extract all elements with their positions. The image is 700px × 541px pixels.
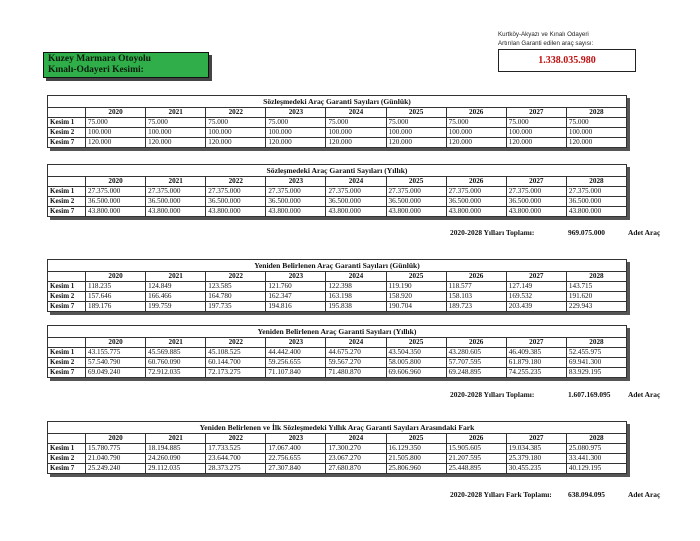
value-cell: 190.704 bbox=[386, 302, 446, 312]
corner-cell bbox=[48, 108, 86, 118]
value-cell: 23.067.270 bbox=[326, 454, 386, 464]
value-cell: 45.569.885 bbox=[146, 348, 206, 358]
table-row bbox=[48, 302, 627, 312]
value-cell: 27.375.000 bbox=[206, 187, 266, 197]
value-cell: 27.375.000 bbox=[266, 187, 326, 197]
daily-revised-table bbox=[47, 259, 627, 312]
value-cell: 72.173.275 bbox=[206, 368, 266, 378]
value-cell: 71.480.870 bbox=[326, 368, 386, 378]
value-cell: 27.375.000 bbox=[566, 187, 626, 197]
year-header: 2023 bbox=[266, 108, 326, 118]
value-cell: 43.800.000 bbox=[506, 207, 566, 217]
row-label: Kesim 7 bbox=[48, 207, 86, 217]
year-header: 2025 bbox=[386, 338, 446, 348]
value-cell: 28.373.275 bbox=[206, 464, 266, 474]
value-cell: 75.000 bbox=[266, 118, 326, 128]
table-row bbox=[48, 368, 627, 378]
value-cell: 120.000 bbox=[206, 138, 266, 148]
value-cell: 18.194.885 bbox=[146, 444, 206, 454]
value-cell: 43.800.000 bbox=[566, 207, 626, 217]
row-label: Kesim 7 bbox=[48, 464, 86, 474]
value-cell: 59.256.655 bbox=[266, 358, 326, 368]
year-header: 2028 bbox=[566, 434, 626, 444]
value-cell: 120.000 bbox=[146, 138, 206, 148]
total-unit-3: Adet Araç bbox=[628, 490, 661, 499]
value-cell: 127.149 bbox=[506, 282, 566, 292]
value-cell: 164.780 bbox=[206, 292, 266, 302]
row-label: Kesim 2 bbox=[48, 197, 86, 207]
corner-cell bbox=[48, 338, 86, 348]
value-cell: 36.500.000 bbox=[506, 197, 566, 207]
value-cell: 36.500.000 bbox=[566, 197, 626, 207]
year-header: 2024 bbox=[326, 272, 386, 282]
value-cell: 25.080.975 bbox=[566, 444, 626, 454]
table-title: Yeniden Belirlenen Araç Garanti Sayıları (Yıllık) bbox=[48, 326, 627, 338]
row-label: Kesim 7 bbox=[48, 368, 86, 378]
yearly-contract-table bbox=[47, 164, 627, 217]
year-header: 2021 bbox=[146, 338, 206, 348]
value-cell: 69.606.960 bbox=[386, 368, 446, 378]
value-cell: 40.129.195 bbox=[566, 464, 626, 474]
value-cell: 71.107.840 bbox=[266, 368, 326, 378]
value-cell: 189.176 bbox=[86, 302, 146, 312]
value-cell: 199.759 bbox=[146, 302, 206, 312]
value-cell: 195.838 bbox=[326, 302, 386, 312]
row-label: Kesim 1 bbox=[48, 187, 86, 197]
value-cell: 43.800.000 bbox=[326, 207, 386, 217]
value-cell: 163.198 bbox=[326, 292, 386, 302]
value-cell: 29.112.035 bbox=[146, 464, 206, 474]
year-header: 2020 bbox=[86, 177, 146, 187]
value-cell: 229.943 bbox=[566, 302, 626, 312]
table-title: Sözleşmedeki Araç Garanti Sayıları (Yıllık) bbox=[48, 165, 627, 177]
value-cell: 43.155.775 bbox=[86, 348, 146, 358]
row-label: Kesim 1 bbox=[48, 348, 86, 358]
value-cell: 75.000 bbox=[206, 118, 266, 128]
table-row bbox=[48, 454, 627, 464]
value-cell: 203.439 bbox=[506, 302, 566, 312]
value-cell: 19.034.385 bbox=[506, 444, 566, 454]
total-value-2: 1.607.169.095 bbox=[568, 390, 611, 399]
value-cell: 43.800.000 bbox=[446, 207, 506, 217]
year-header: 2020 bbox=[86, 338, 146, 348]
total-label-3: 2020-2028 Yılları Fark Toplamı: bbox=[450, 490, 552, 499]
value-cell: 100.000 bbox=[86, 128, 146, 138]
table-row bbox=[48, 282, 627, 292]
value-cell: 36.500.000 bbox=[446, 197, 506, 207]
corner-cell bbox=[48, 272, 86, 282]
value-cell: 27.375.000 bbox=[506, 187, 566, 197]
value-cell: 59.567.270 bbox=[326, 358, 386, 368]
table-row bbox=[48, 187, 627, 197]
value-cell: 46.409.385 bbox=[506, 348, 566, 358]
year-header: 2024 bbox=[326, 177, 386, 187]
value-cell: 143.715 bbox=[566, 282, 626, 292]
value-cell: 61.879.180 bbox=[506, 358, 566, 368]
corner-cell bbox=[48, 434, 86, 444]
value-cell: 30.455.235 bbox=[506, 464, 566, 474]
section-title-box bbox=[43, 52, 209, 78]
year-header: 2028 bbox=[566, 338, 626, 348]
row-label: Kesim 2 bbox=[48, 292, 86, 302]
value-cell: 75.000 bbox=[146, 118, 206, 128]
value-cell: 27.375.000 bbox=[326, 187, 386, 197]
value-cell: 100.000 bbox=[326, 128, 386, 138]
row-label: Kesim 1 bbox=[48, 118, 86, 128]
value-cell: 23.644.700 bbox=[206, 454, 266, 464]
value-cell: 118.577 bbox=[446, 282, 506, 292]
table-row bbox=[48, 128, 627, 138]
value-cell: 58.005.800 bbox=[386, 358, 446, 368]
value-cell: 21.207.595 bbox=[446, 454, 506, 464]
value-cell: 166.466 bbox=[146, 292, 206, 302]
row-label: Kesim 7 bbox=[48, 302, 86, 312]
increased-guarantee-label bbox=[498, 31, 633, 48]
value-cell: 119.190 bbox=[386, 282, 446, 292]
value-cell: 197.735 bbox=[206, 302, 266, 312]
value-cell: 36.500.000 bbox=[326, 197, 386, 207]
year-header: 2026 bbox=[446, 177, 506, 187]
value-cell: 158.103 bbox=[446, 292, 506, 302]
year-header: 2027 bbox=[506, 434, 566, 444]
value-cell: 33.441.300 bbox=[566, 454, 626, 464]
value-cell: 69.941.300 bbox=[566, 358, 626, 368]
value-cell: 75.000 bbox=[326, 118, 386, 128]
value-cell: 43.800.000 bbox=[386, 207, 446, 217]
value-cell: 120.000 bbox=[86, 138, 146, 148]
value-cell: 120.000 bbox=[566, 138, 626, 148]
value-cell: 100.000 bbox=[266, 128, 326, 138]
value-cell: 69.248.895 bbox=[446, 368, 506, 378]
value-cell: 122.398 bbox=[326, 282, 386, 292]
value-cell: 100.000 bbox=[506, 128, 566, 138]
value-cell: 43.800.000 bbox=[206, 207, 266, 217]
year-header: 2022 bbox=[206, 177, 266, 187]
daily-contract-table bbox=[47, 95, 627, 148]
increased-guarantee-value: 1.338.035.980 bbox=[498, 49, 636, 72]
value-cell: 120.000 bbox=[506, 138, 566, 148]
year-header: 2024 bbox=[326, 338, 386, 348]
row-label: Kesim 1 bbox=[48, 444, 86, 454]
title-line-1: Kuzey Marmara Otoyolu bbox=[48, 53, 151, 64]
value-cell: 15.780.775 bbox=[86, 444, 146, 454]
value-cell: 189.723 bbox=[446, 302, 506, 312]
value-cell: 158.920 bbox=[386, 292, 446, 302]
value-cell: 75.000 bbox=[446, 118, 506, 128]
table-row bbox=[48, 197, 627, 207]
year-header: 2026 bbox=[446, 434, 506, 444]
value-cell: 74.255.235 bbox=[506, 368, 566, 378]
row-label: Kesim 2 bbox=[48, 128, 86, 138]
year-header: 2028 bbox=[566, 177, 626, 187]
value-cell: 162.347 bbox=[266, 292, 326, 302]
value-cell: 118.235 bbox=[86, 282, 146, 292]
title-line-2: Kınalı-Odayeri Kesimi: bbox=[48, 65, 144, 75]
year-header: 2021 bbox=[146, 434, 206, 444]
yearly-revised-table bbox=[47, 325, 627, 378]
value-cell: 123.585 bbox=[206, 282, 266, 292]
increased-guarantee-label-line-1: Kurtköy-Akyazı ve Kınalı Odayeri bbox=[498, 31, 589, 38]
total-label-2: 2020-2028 Yılları Toplamı: bbox=[450, 390, 535, 399]
year-header: 2025 bbox=[386, 434, 446, 444]
value-cell: 83.929.195 bbox=[566, 368, 626, 378]
increased-guarantee-label-line-2: Artırılan Garanti edilen araç sayısı: bbox=[498, 39, 594, 47]
year-header: 2025 bbox=[386, 177, 446, 187]
value-cell: 75.000 bbox=[506, 118, 566, 128]
value-cell: 36.500.000 bbox=[146, 197, 206, 207]
value-cell: 75.000 bbox=[86, 118, 146, 128]
value-cell: 60.144.700 bbox=[206, 358, 266, 368]
year-header: 2020 bbox=[86, 108, 146, 118]
table-title: Yeniden Belirlenen Araç Garanti Sayıları (Günlük) bbox=[48, 260, 627, 272]
value-cell: 24.260.090 bbox=[146, 454, 206, 464]
value-cell: 100.000 bbox=[206, 128, 266, 138]
value-cell: 75.000 bbox=[386, 118, 446, 128]
value-cell: 100.000 bbox=[146, 128, 206, 138]
total-unit-2: Adet Araç bbox=[628, 390, 661, 399]
value-cell: 60.760.090 bbox=[146, 358, 206, 368]
year-header: 2025 bbox=[386, 108, 446, 118]
table-row bbox=[48, 348, 627, 358]
corner-cell bbox=[48, 177, 86, 187]
row-label: Kesim 7 bbox=[48, 138, 86, 148]
table-row bbox=[48, 138, 627, 148]
value-cell: 72.912.035 bbox=[146, 368, 206, 378]
table-row bbox=[48, 464, 627, 474]
value-cell: 25.806.960 bbox=[386, 464, 446, 474]
value-cell: 16.129.350 bbox=[386, 444, 446, 454]
value-cell: 36.500.000 bbox=[266, 197, 326, 207]
year-header: 2027 bbox=[506, 108, 566, 118]
value-cell: 25.249.240 bbox=[86, 464, 146, 474]
value-cell: 124.849 bbox=[146, 282, 206, 292]
value-cell: 27.375.000 bbox=[146, 187, 206, 197]
value-cell: 25.379.180 bbox=[506, 454, 566, 464]
row-label: Kesim 1 bbox=[48, 282, 86, 292]
value-cell: 194.816 bbox=[266, 302, 326, 312]
value-cell: 17.067.400 bbox=[266, 444, 326, 454]
value-cell: 27.680.870 bbox=[326, 464, 386, 474]
year-header: 2024 bbox=[326, 108, 386, 118]
value-cell: 43.800.000 bbox=[266, 207, 326, 217]
table-row bbox=[48, 444, 627, 454]
year-header: 2021 bbox=[146, 177, 206, 187]
table-row bbox=[48, 358, 627, 368]
value-cell: 75.000 bbox=[566, 118, 626, 128]
year-header: 2023 bbox=[266, 177, 326, 187]
value-cell: 100.000 bbox=[386, 128, 446, 138]
year-header: 2026 bbox=[446, 338, 506, 348]
value-cell: 43.800.000 bbox=[86, 207, 146, 217]
value-cell: 27.307.840 bbox=[266, 464, 326, 474]
value-cell: 15.905.605 bbox=[446, 444, 506, 454]
year-header: 2022 bbox=[206, 108, 266, 118]
total-label-1: 2020-2028 Yılları Toplamı: bbox=[450, 228, 535, 237]
total-value-3: 638.094.095 bbox=[568, 490, 605, 499]
difference-table bbox=[47, 421, 627, 474]
value-cell: 43.280.605 bbox=[446, 348, 506, 358]
value-cell: 100.000 bbox=[566, 128, 626, 138]
value-cell: 120.000 bbox=[266, 138, 326, 148]
year-header: 2025 bbox=[386, 272, 446, 282]
table-title: Sözleşmedeki Araç Garanti Sayıları (Günlük) bbox=[48, 96, 627, 108]
row-label: Kesim 2 bbox=[48, 454, 86, 464]
value-cell: 27.375.000 bbox=[386, 187, 446, 197]
value-cell: 17.733.525 bbox=[206, 444, 266, 454]
year-header: 2022 bbox=[206, 338, 266, 348]
year-header: 2023 bbox=[266, 434, 326, 444]
value-cell: 36.500.000 bbox=[386, 197, 446, 207]
year-header: 2024 bbox=[326, 434, 386, 444]
value-cell: 17.300.270 bbox=[326, 444, 386, 454]
value-cell: 22.756.655 bbox=[266, 454, 326, 464]
value-cell: 44.442.400 bbox=[266, 348, 326, 358]
value-cell: 57.707.595 bbox=[446, 358, 506, 368]
value-cell: 45.108.525 bbox=[206, 348, 266, 358]
year-header: 2028 bbox=[566, 272, 626, 282]
year-header: 2027 bbox=[506, 177, 566, 187]
value-cell: 120.000 bbox=[446, 138, 506, 148]
row-label: Kesim 2 bbox=[48, 358, 86, 368]
value-cell: 27.375.000 bbox=[446, 187, 506, 197]
year-header: 2022 bbox=[206, 272, 266, 282]
year-header: 2020 bbox=[86, 272, 146, 282]
year-header: 2021 bbox=[146, 108, 206, 118]
value-cell: 100.000 bbox=[446, 128, 506, 138]
value-cell: 27.375.000 bbox=[86, 187, 146, 197]
value-cell: 43.800.000 bbox=[146, 207, 206, 217]
value-cell: 36.500.000 bbox=[206, 197, 266, 207]
year-header: 2021 bbox=[146, 272, 206, 282]
year-header: 2026 bbox=[446, 108, 506, 118]
value-cell: 43.504.350 bbox=[386, 348, 446, 358]
year-header: 2027 bbox=[506, 272, 566, 282]
value-cell: 120.000 bbox=[386, 138, 446, 148]
table-row bbox=[48, 292, 627, 302]
value-cell: 21.040.790 bbox=[86, 454, 146, 464]
value-cell: 36.500.000 bbox=[86, 197, 146, 207]
year-header: 2027 bbox=[506, 338, 566, 348]
total-value-1: 969.075.000 bbox=[568, 228, 605, 237]
year-header: 2026 bbox=[446, 272, 506, 282]
year-header: 2023 bbox=[266, 338, 326, 348]
value-cell: 44.675.270 bbox=[326, 348, 386, 358]
table-title: Yeniden Belirlenen ve İlk Sözleşmedeki Yıllık Araç Garanti Sayıları Arasındaki Fark bbox=[48, 422, 627, 434]
value-cell: 52.455.975 bbox=[566, 348, 626, 358]
table-row bbox=[48, 207, 627, 217]
year-header: 2020 bbox=[86, 434, 146, 444]
value-cell: 121.760 bbox=[266, 282, 326, 292]
year-header: 2022 bbox=[206, 434, 266, 444]
year-header: 2028 bbox=[566, 108, 626, 118]
table-row bbox=[48, 118, 627, 128]
value-cell: 191.620 bbox=[566, 292, 626, 302]
value-cell: 25.448.895 bbox=[446, 464, 506, 474]
value-cell: 21.505.800 bbox=[386, 454, 446, 464]
year-header: 2023 bbox=[266, 272, 326, 282]
value-cell: 69.049.240 bbox=[86, 368, 146, 378]
value-cell: 57.540.790 bbox=[86, 358, 146, 368]
total-unit-1: Adet Araç bbox=[628, 228, 661, 237]
value-cell: 120.000 bbox=[326, 138, 386, 148]
value-cell: 169.532 bbox=[506, 292, 566, 302]
value-cell: 157.646 bbox=[86, 292, 146, 302]
